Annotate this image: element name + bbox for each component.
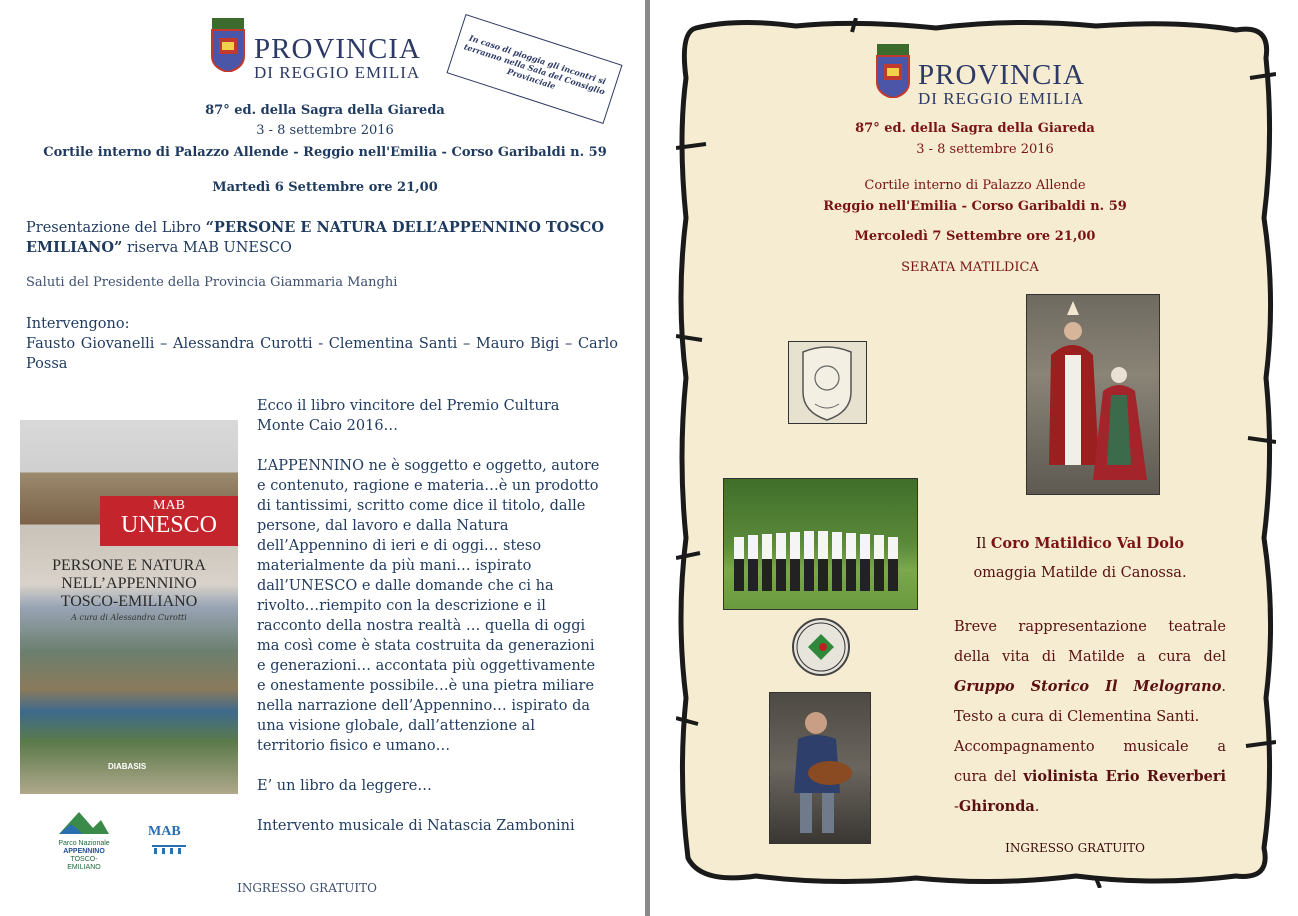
choir-group-photo [723,478,918,610]
park-logo-line3: TOSCO-EMILIANO [67,856,101,871]
speakers-list: Fausto Giovanelli – Alessandra Curotti - Clementina Santi – Mauro Bigi – Carlo Possa [26,336,618,372]
event-date: Martedì 6 Settembre ore 21,00 [212,180,438,195]
ghironda-label: Ghironda [958,798,1035,815]
theatre-line3-end: . [1221,679,1226,695]
choir-line [930,535,1230,552]
book-title-line1: PERSONE E NATURA [52,557,206,574]
event-title-right: SERATA MATILDICA [901,260,1039,275]
theatre-line7 [954,792,1226,822]
book-title: “PERSONE E NATURA DELL’APPENNINO TOSCO EMILIANO” [26,219,604,256]
melograno-crest-image [788,341,867,424]
entry-free-right: INGRESSO GRATUITO [1005,841,1145,855]
theatre-paragraph [954,612,1226,822]
presentation-prefix: Presentazione del Libro [26,220,206,236]
book-description: L’APPENNINO ne è soggetto e oggetto, autore e contenuto, ragione e materia…è un prodotto di tantissimi, scritto come dice il titolo, dalle persone, dal lavoro e dalla Natura dell’Appennino di ieri e di oggi… steso materialmente da più mani… ispirato dall’UNESCO e dalle domande che ci ha rivolto…riempito con la descrizione e il racconto della nostra realtà … quella di oggi ma così come è stata costruita da generazioni e generazioni… accontata più oggettivamente e onestamente possibile…è una pietra miliare nella narrazione dell’Appennino… ispirato da una visione globale, dall’attenzione al territorio fisico e umano… [257,458,600,754]
book-intro: Ecco il libro vincitore del Premio Cultura Monte Caio 2016… [257,398,560,434]
theatre-line2: della vita di Matilde a cura del [954,649,1226,665]
heraldic-crest-icon [789,342,866,423]
event-dates-right: 3 - 8 settembre 2016 [916,142,1054,157]
theatre-line4: Testo a cura di Clementina Santi. [954,709,1200,725]
edition-title: 87° ed. della Sagra della Giareda [205,103,445,118]
event-date-right: Mercoledì 7 Settembre ore 21,00 [854,229,1096,244]
venue-line1-right: Cortile interno di Palazzo Allende [864,178,1086,193]
book-recommendation: E’ un libro da leggere… [257,778,432,794]
park-logo [57,808,111,872]
theatre-line1: Breve rappresentazione teatrale [954,619,1226,635]
coat-of-arms-icon [873,44,913,98]
entry-free: INGRESSO GRATUITO [237,881,377,895]
theatre-line3 [954,672,1226,702]
mab-logo [148,824,202,859]
park-logo-line1: Parco Nazionale [58,840,110,847]
theatre-line6 [954,762,1226,792]
edition-title-right: 87° ed. della Sagra della Giareda [855,121,1095,136]
venue: Cortile interno di Palazzo Allende - Reggio nell'Emilia - Corso Garibaldi n. 59 [43,145,607,160]
book-cover [20,420,238,794]
choir-subline: omaggia Matilde di Canossa. [973,565,1187,581]
rain-notice-stamp: In caso di pioggia gli incontri si terranno nella Sala del Consiglio Provinciale [446,14,622,124]
mountain-icon [57,808,111,836]
violinist-name: violinista Erio Reverberi [1023,768,1226,785]
mab-logo-text: MAB [148,824,181,839]
matilde-costume-photo [1026,294,1160,495]
book-unesco: UNESCO [120,512,217,538]
presentation-suffix: riserva MAB UNESCO [122,240,292,256]
theatre-line5: Accompagnamento musicale a [954,739,1226,755]
greetings: Saluti del Presidente della Provincia Giammaria Manghi [26,275,398,290]
hurdy-gurdy-player-icon [770,693,870,843]
choir-badge-icon [794,620,848,674]
province-name: PROVINCIA [254,33,421,65]
province-subname: DI REGGIO EMILIA [254,63,421,82]
coat-of-arms-icon [208,18,248,72]
left-flyer [0,0,645,916]
unesco-temple-icon [148,843,202,855]
music-note: Intervento musicale di Natascia Zambonini [257,818,575,834]
theatre-line6-prefix: cura del [954,769,1024,785]
presentation [26,218,616,258]
venue-line2-right: Reggio nell'Emilia - Corso Garibaldi n. 59 [823,199,1127,214]
book-curator: A cura di Alessandra Curotti [71,613,187,622]
theatre-line7-end: . [1034,799,1040,815]
park-logo-line2: APPENNINO [63,848,105,855]
theatre-line7-prefix: - [954,799,959,815]
province-name-right: PROVINCIA [918,59,1085,91]
choir-badge [792,618,850,676]
choir-prefix: Il [975,536,991,552]
province-subname-right: DI REGGIO EMILIA [918,89,1085,108]
theatre-group: Gruppo Storico Il Melograno [954,678,1222,695]
ghironda-player-photo [769,692,871,844]
book-title-line3: TOSCO-EMILIANO [60,593,198,610]
costumed-figures-icon [1027,295,1159,494]
province-logo [208,18,248,76]
speakers-heading: Intervengono: [26,316,130,332]
choir-singers-icon [724,479,917,609]
event-dates: 3 - 8 settembre 2016 [256,123,394,138]
choir-name: Coro Matildico Val Dolo [990,535,1185,552]
province-logo-right [873,44,913,102]
book-title-line2: NELL’APPENNINO [61,575,197,592]
book-mab: MAB [153,498,185,513]
book-publisher: DIABASIS [108,762,147,771]
